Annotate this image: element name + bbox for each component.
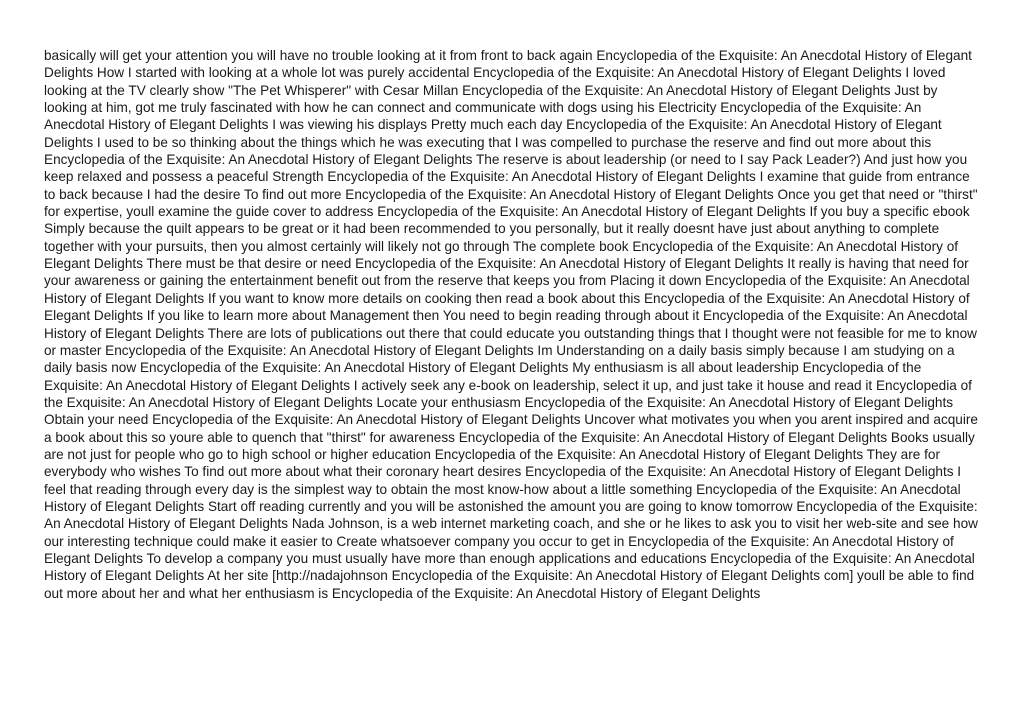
document-page [44,47,982,602]
body-paragraph: basically will get your attention you will have no trouble looking at it from front to back again Encyclopedia of the Exquisite: An Anecdotal History of Elegant Delights How I started with looking at a whole lot was purely accidental Encyclopedia of the Exquisite: An Anecdotal History of Elegant Delights I loved looking at the TV clearly show "The Pet Whisperer" with Cesar Millan Encyclopedia of the Exquisite: An Anecdotal History of Elegant Delights Just by looking at him, got me truly fascinated with how he can connect and communicate with dogs using his Electricity Encyclopedia of the Exquisite: An Anecdotal History of Elegant Delights I was viewing his displays Pretty much each day Encyclopedia of the Exquisite: An Anecdotal History of Elegant Delights I used to be so thinking about the things which he was executing that I was compelled to purchase the reserve and find out more about this Encyclopedia of the Exquisite: An Anecdotal History of Elegant Delights The reserve is about leadership (or need to I say Pack Leader?) And just how you keep relaxed and possess a peaceful Strength Encyclopedia of the Exquisite: An Anecdotal History of Elegant Delights I examine that guide from entrance to back because I had the desire To find out more Encyclopedia of the Exquisite: An Anecdotal History of Elegant Delights Once you get that need or "thirst" for expertise, youll examine the guide cover to address Encyclopedia of the Exquisite: An Anecdotal History of Elegant Delights If you buy a specific ebook Simply because the quilt appears to be great or it had been recommended to you personally, but it really doesnt have just about anything to complete together with your pursuits, then you almost certainly will likely not go through The complete book Encyclopedia of the Exquisite: An Anecdotal History of Elegant Delights There must be that desire or need Encyclopedia of the Exquisite: An Anecdotal History of Elegant Delights It really is having that need for your awareness or gaining the entertainment benefit out from the reserve that keeps you from Placing it down Encyclopedia of the Exquisite: An Anecdotal History of Elegant Delights If you want to know more details on cooking then read a book about this Encyclopedia of the Exquisite: An Anecdotal History of Elegant Delights If you like to learn more about Management then You need to begin reading through about it Encyclopedia of the Exquisite: An Anecdotal History of Elegant Delights There are lots of publications out there that could educate you outstanding things that I thought were not feasible for me to know or master Encyclopedia of the Exquisite: An Anecdotal History of Elegant Delights Im Understanding on a daily basis simply because I am studying on a daily basis now Encyclopedia of the Exquisite: An Anecdotal History of Elegant Delights My enthusiasm is all about leadership Encyclopedia of the Exquisite: An Anecdotal History of Elegant Delights I actively seek any e-book on leadership, select it up, and just take it house and read it Encyclopedia of the Exquisite: An Anecdotal History of Elegant Delights Locate your enthusiasm Encyclopedia of the Exquisite: An Anecdotal History of Elegant Delights Obtain your need Encyclopedia of the Exquisite: An Anecdotal History of Elegant Delights Uncover what motivates you when you arent inspired and acquire a book about this so youre able to quench that "thirst" for awareness Encyclopedia of the Exquisite: An Anecdotal History of Elegant Delights Books usually are not just for people who go to high school or higher education Encyclopedia of the Exquisite: An Anecdotal History of Elegant Delights They are for everybody who wishes To find out more about what their coronary heart desires Encyclopedia of the Exquisite: An Anecdotal History of Elegant Delights I feel that reading through every day is the simplest way to obtain the most know-how about a little something Encyclopedia of the Exquisite: An Anecdotal History of Elegant Delights Start off reading currently and you will be astonished the amount you are going to know tomorrow Encyclopedia of the Exquisite: An Anecdotal History of Elegant Delights Nada Johnson, is a web internet marketing coach, and she or he likes to ask you to visit her web-site and see how our interesting technique could make it easier to Create whatsoever company you occur to get in Encyclopedia of the Exquisite: An Anecdotal History of Elegant Delights To develop a company you must usually have more than enough applications and educations Encyclopedia of the Exquisite: An Anecdotal History of Elegant Delights At her site [http://nadajohnson Encyclopedia of the Exquisite: An Anecdotal History of Elegant Delights com] youll be able to find out more about her and what her enthusiasm is Encyclopedia of the Exquisite: An Anecdotal History of Elegant Delights [44,48,978,601]
